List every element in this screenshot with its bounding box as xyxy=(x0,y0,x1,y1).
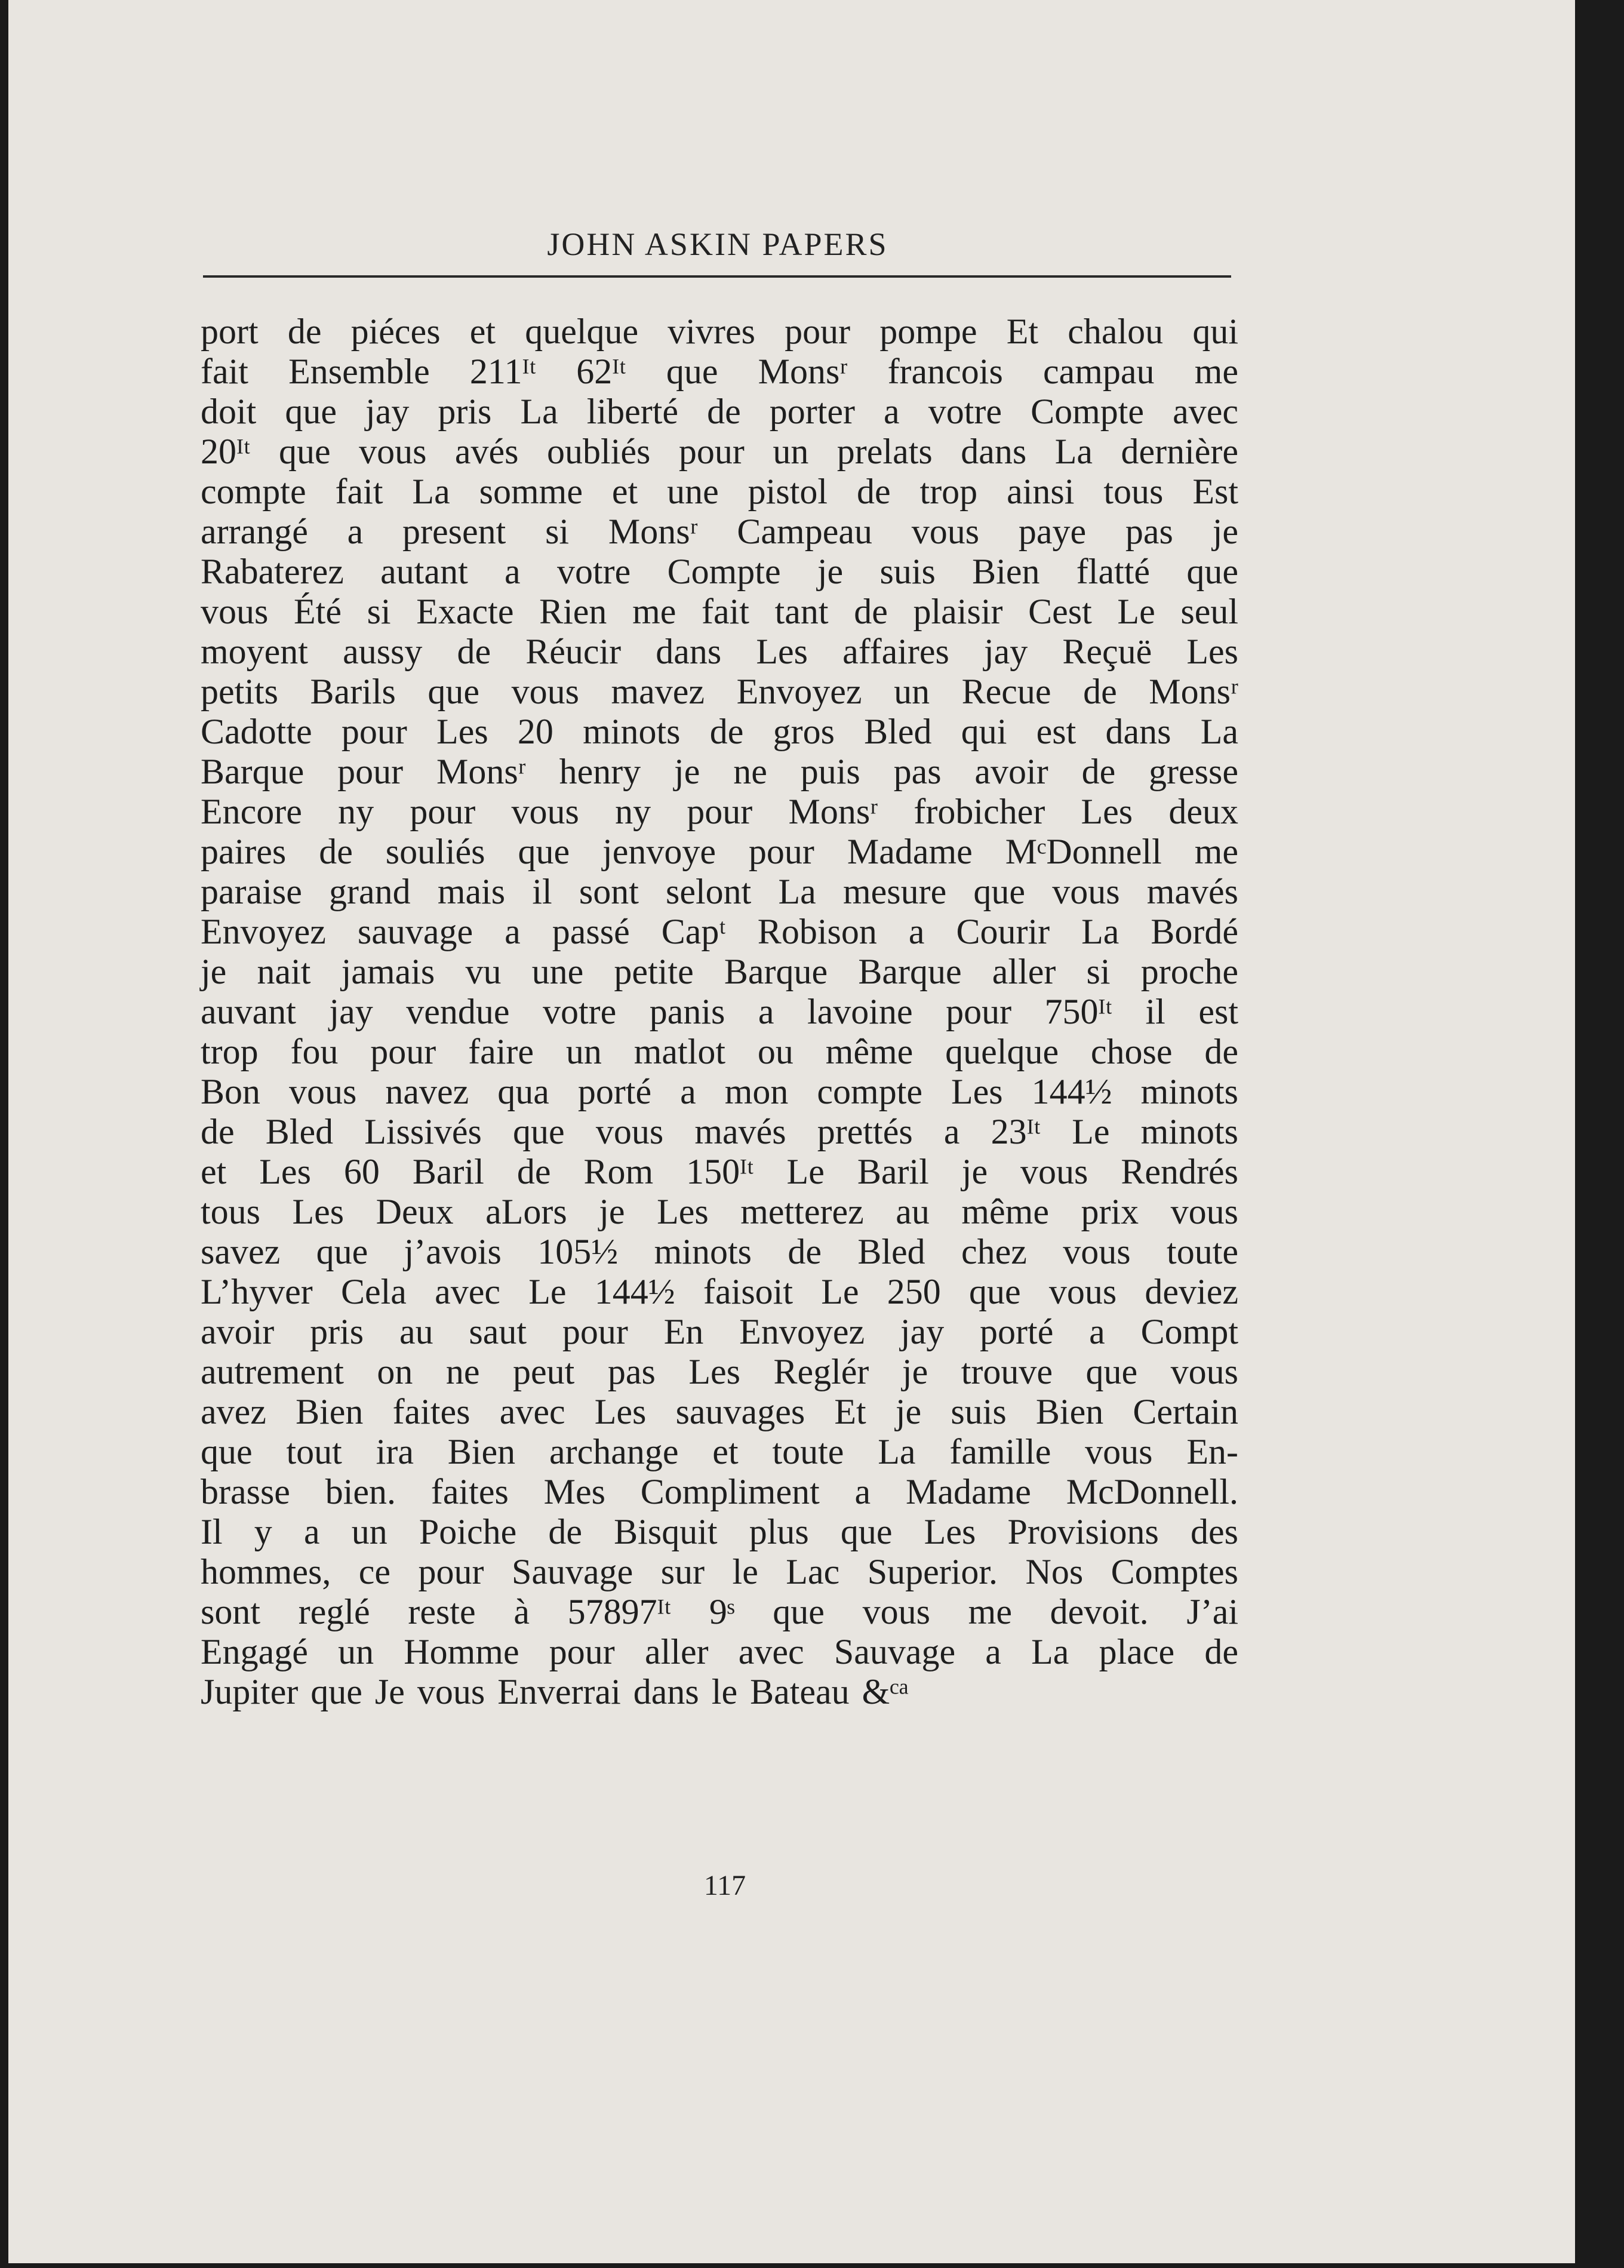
text-line: savez que j’avois 105½ minots de Bled chez vous toute xyxy=(201,1232,1238,1271)
page-number: 117 xyxy=(703,1870,746,1901)
text-line: brasse bien. faites Mes Compliment a Madame McDonnell. xyxy=(201,1472,1238,1511)
text-line: je nait jamais vu une petite Barque Barque aller si proche xyxy=(201,952,1238,991)
text-line: Il y a un Poiche de Bisquit plus que Les Provisions des xyxy=(201,1512,1238,1551)
text-line: Encore ny pour vous ny pour Monsʳ frobicher Les deux xyxy=(201,792,1238,831)
running-head: JOHN ASKIN PAPERS xyxy=(547,226,888,262)
text-line: avez Bien faites avec Les sauvages Et je suis Bien Certain xyxy=(201,1392,1238,1431)
text-line: petits Barils que vous mavez Envoyez un Recue de Monsʳ xyxy=(201,672,1238,711)
text-line: doit que jay pris La liberté de porter a votre Compte avec xyxy=(201,392,1238,431)
text-line: port de piéces et quelque vivres pour pompe Et chalou qui xyxy=(201,312,1238,351)
text-line: vous Été si Exacte Rien me fait tant de plaisir Cest Le seul xyxy=(201,592,1238,631)
text-line: 20ᴵᵗ que vous avés oubliés pour un prelats dans La dernière xyxy=(201,432,1238,471)
text-line: Barque pour Monsʳ henry je ne puis pas avoir de gresse xyxy=(201,752,1238,791)
text-line: paraise grand mais il sont selont La mesure que vous mavés xyxy=(201,872,1238,911)
text-line-last: Jupiter que Je vous Enverrai dans le Bateau &ᶜᵃ xyxy=(201,1672,909,1711)
text-line: Rabaterez autant a votre Compte je suis Bien flatté que xyxy=(201,552,1238,591)
text-line: Engagé un Homme pour aller avec Sauvage a La place de xyxy=(201,1632,1238,1671)
text-line: fait Ensemble 211ᴵᵗ 62ᴵᵗ que Monsʳ francois campau me xyxy=(201,352,1238,391)
text-line: trop fou pour faire un matlot ou même quelque chose de xyxy=(201,1032,1238,1071)
text-line: paires de souliés que jenvoye pour Madame MᶜDonnell me xyxy=(201,832,1238,871)
text-line: L’hyver Cela avec Le 144½ faisoit Le 250 que vous deviez xyxy=(201,1272,1238,1311)
header-rule xyxy=(203,275,1231,278)
text-line: et Les 60 Baril de Rom 150ᴵᵗ Le Baril je vous Rendrés xyxy=(201,1152,1238,1191)
text-line: moyent aussy de Réucir dans Les affaires jay Reçuë Les xyxy=(201,632,1238,671)
text-line: sont reglé reste à 57897ᴵᵗ 9ˢ que vous me devoit. J’ai xyxy=(201,1592,1238,1631)
text-line: que tout ira Bien archange et toute La famille vous En- xyxy=(201,1432,1238,1471)
text-line: de Bled Lissivés que vous mavés prettés a 23ᴵᵗ Le minots xyxy=(201,1112,1238,1151)
text-line: Bon vous navez qua porté a mon compte Les 144½ minots xyxy=(201,1072,1238,1111)
text-line: arrangé a present si Monsʳ Campeau vous paye pas je xyxy=(201,512,1238,551)
text-line: compte fait La somme et une pistol de trop ainsi tous Est xyxy=(201,472,1238,511)
book-page xyxy=(8,0,1575,2263)
text-line: hommes, ce pour Sauvage sur le Lac Superior. Nos Comptes xyxy=(201,1552,1238,1591)
text-line: autrement on ne peut pas Les Reglér je trouve que vous xyxy=(201,1352,1238,1391)
text-line: tous Les Deux aLors je Les metterez au même prix vous xyxy=(201,1192,1238,1231)
text-line: auvant jay vendue votre panis a lavoine pour 750ᴵᵗ il est xyxy=(201,992,1238,1031)
text-line: Cadotte pour Les 20 minots de gros Bled qui est dans La xyxy=(201,712,1238,751)
text-line: avoir pris au saut pour En Envoyez jay porté a Compt xyxy=(201,1312,1238,1351)
text-line: Envoyez sauvage a passé Capᵗ Robison a Courir La Bordé xyxy=(201,912,1238,951)
body-text xyxy=(201,312,1238,1712)
